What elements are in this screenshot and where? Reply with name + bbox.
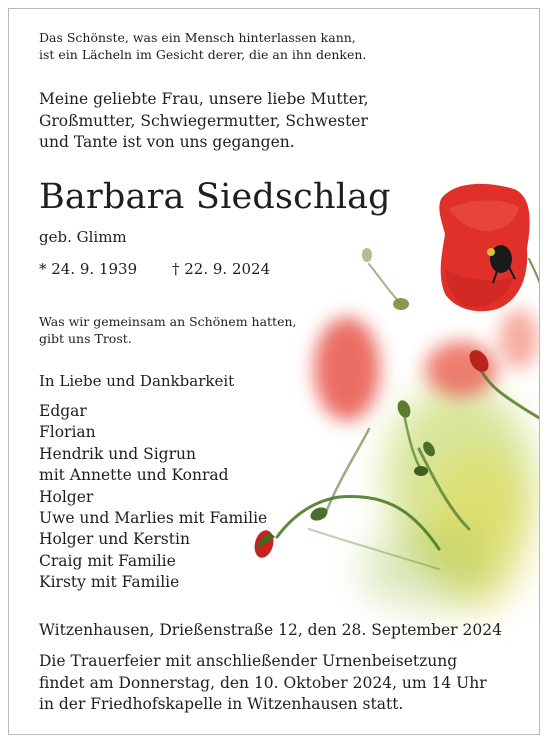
announcement-line: und Tante ist von uns gegangen. — [39, 133, 295, 151]
deceased-name: Barbara Siedschlag — [39, 177, 391, 217]
mourner-entry: Hendrik und Sigrun — [39, 444, 196, 463]
birth-date: * 24. 9. 1939 — [39, 260, 138, 278]
death-date: † 22. 9. 2024 — [172, 260, 271, 278]
service-line: findet am Donnerstag, den 10. Oktober 2024, um 14 Uhr — [39, 673, 487, 692]
comfort-verse — [39, 313, 297, 347]
mourner-entry: mit Annette und Konrad — [39, 466, 229, 485]
place-and-date: Witzenhausen, Drießenstraße 12, den 28. September 2024 — [39, 621, 502, 639]
greeting: In Liebe und Dankbarkeit — [39, 372, 235, 390]
mourners-list — [39, 401, 267, 594]
opening-quote — [39, 29, 366, 63]
mourner-entry: Uwe und Marlies mit Familie — [39, 508, 268, 527]
mourner-entry: Florian — [39, 423, 96, 442]
service-line: in der Friedhofskapelle in Witzenhausen statt. — [39, 695, 404, 713]
poppy-flower — [439, 184, 529, 311]
verse-line: gibt uns Trost. — [39, 331, 132, 346]
announcement-line: Meine geliebte Frau, unsere liebe Mutter, — [39, 90, 369, 108]
mourner-entry: Holger — [39, 487, 94, 506]
life-dates — [39, 259, 271, 279]
birth-name: geb. Glimm — [39, 228, 127, 246]
mourner-entry: Kirsty mit Familie — [39, 573, 180, 592]
mourner-entry: Craig mit Familie — [39, 551, 176, 570]
funeral-service-info — [39, 651, 487, 716]
quote-line: Das Schönste, was ein Mensch hinterlassen kann, — [39, 30, 356, 45]
announcement-text — [39, 89, 369, 154]
mourner-entry: Edgar — [39, 402, 87, 420]
mourner-entry: Holger und Kerstin — [39, 530, 190, 549]
announcement-line: Großmutter, Schwiegermutter, Schwester — [39, 111, 368, 130]
verse-line: Was wir gemeinsam an Schönem hatten, — [39, 314, 297, 329]
service-line: Die Trauerfeier mit anschließender Urnenbeisetzung — [39, 652, 458, 670]
quote-line: ist ein Lächeln im Gesicht derer, die an ihn denken. — [39, 47, 367, 62]
obituary-card — [8, 8, 540, 735]
